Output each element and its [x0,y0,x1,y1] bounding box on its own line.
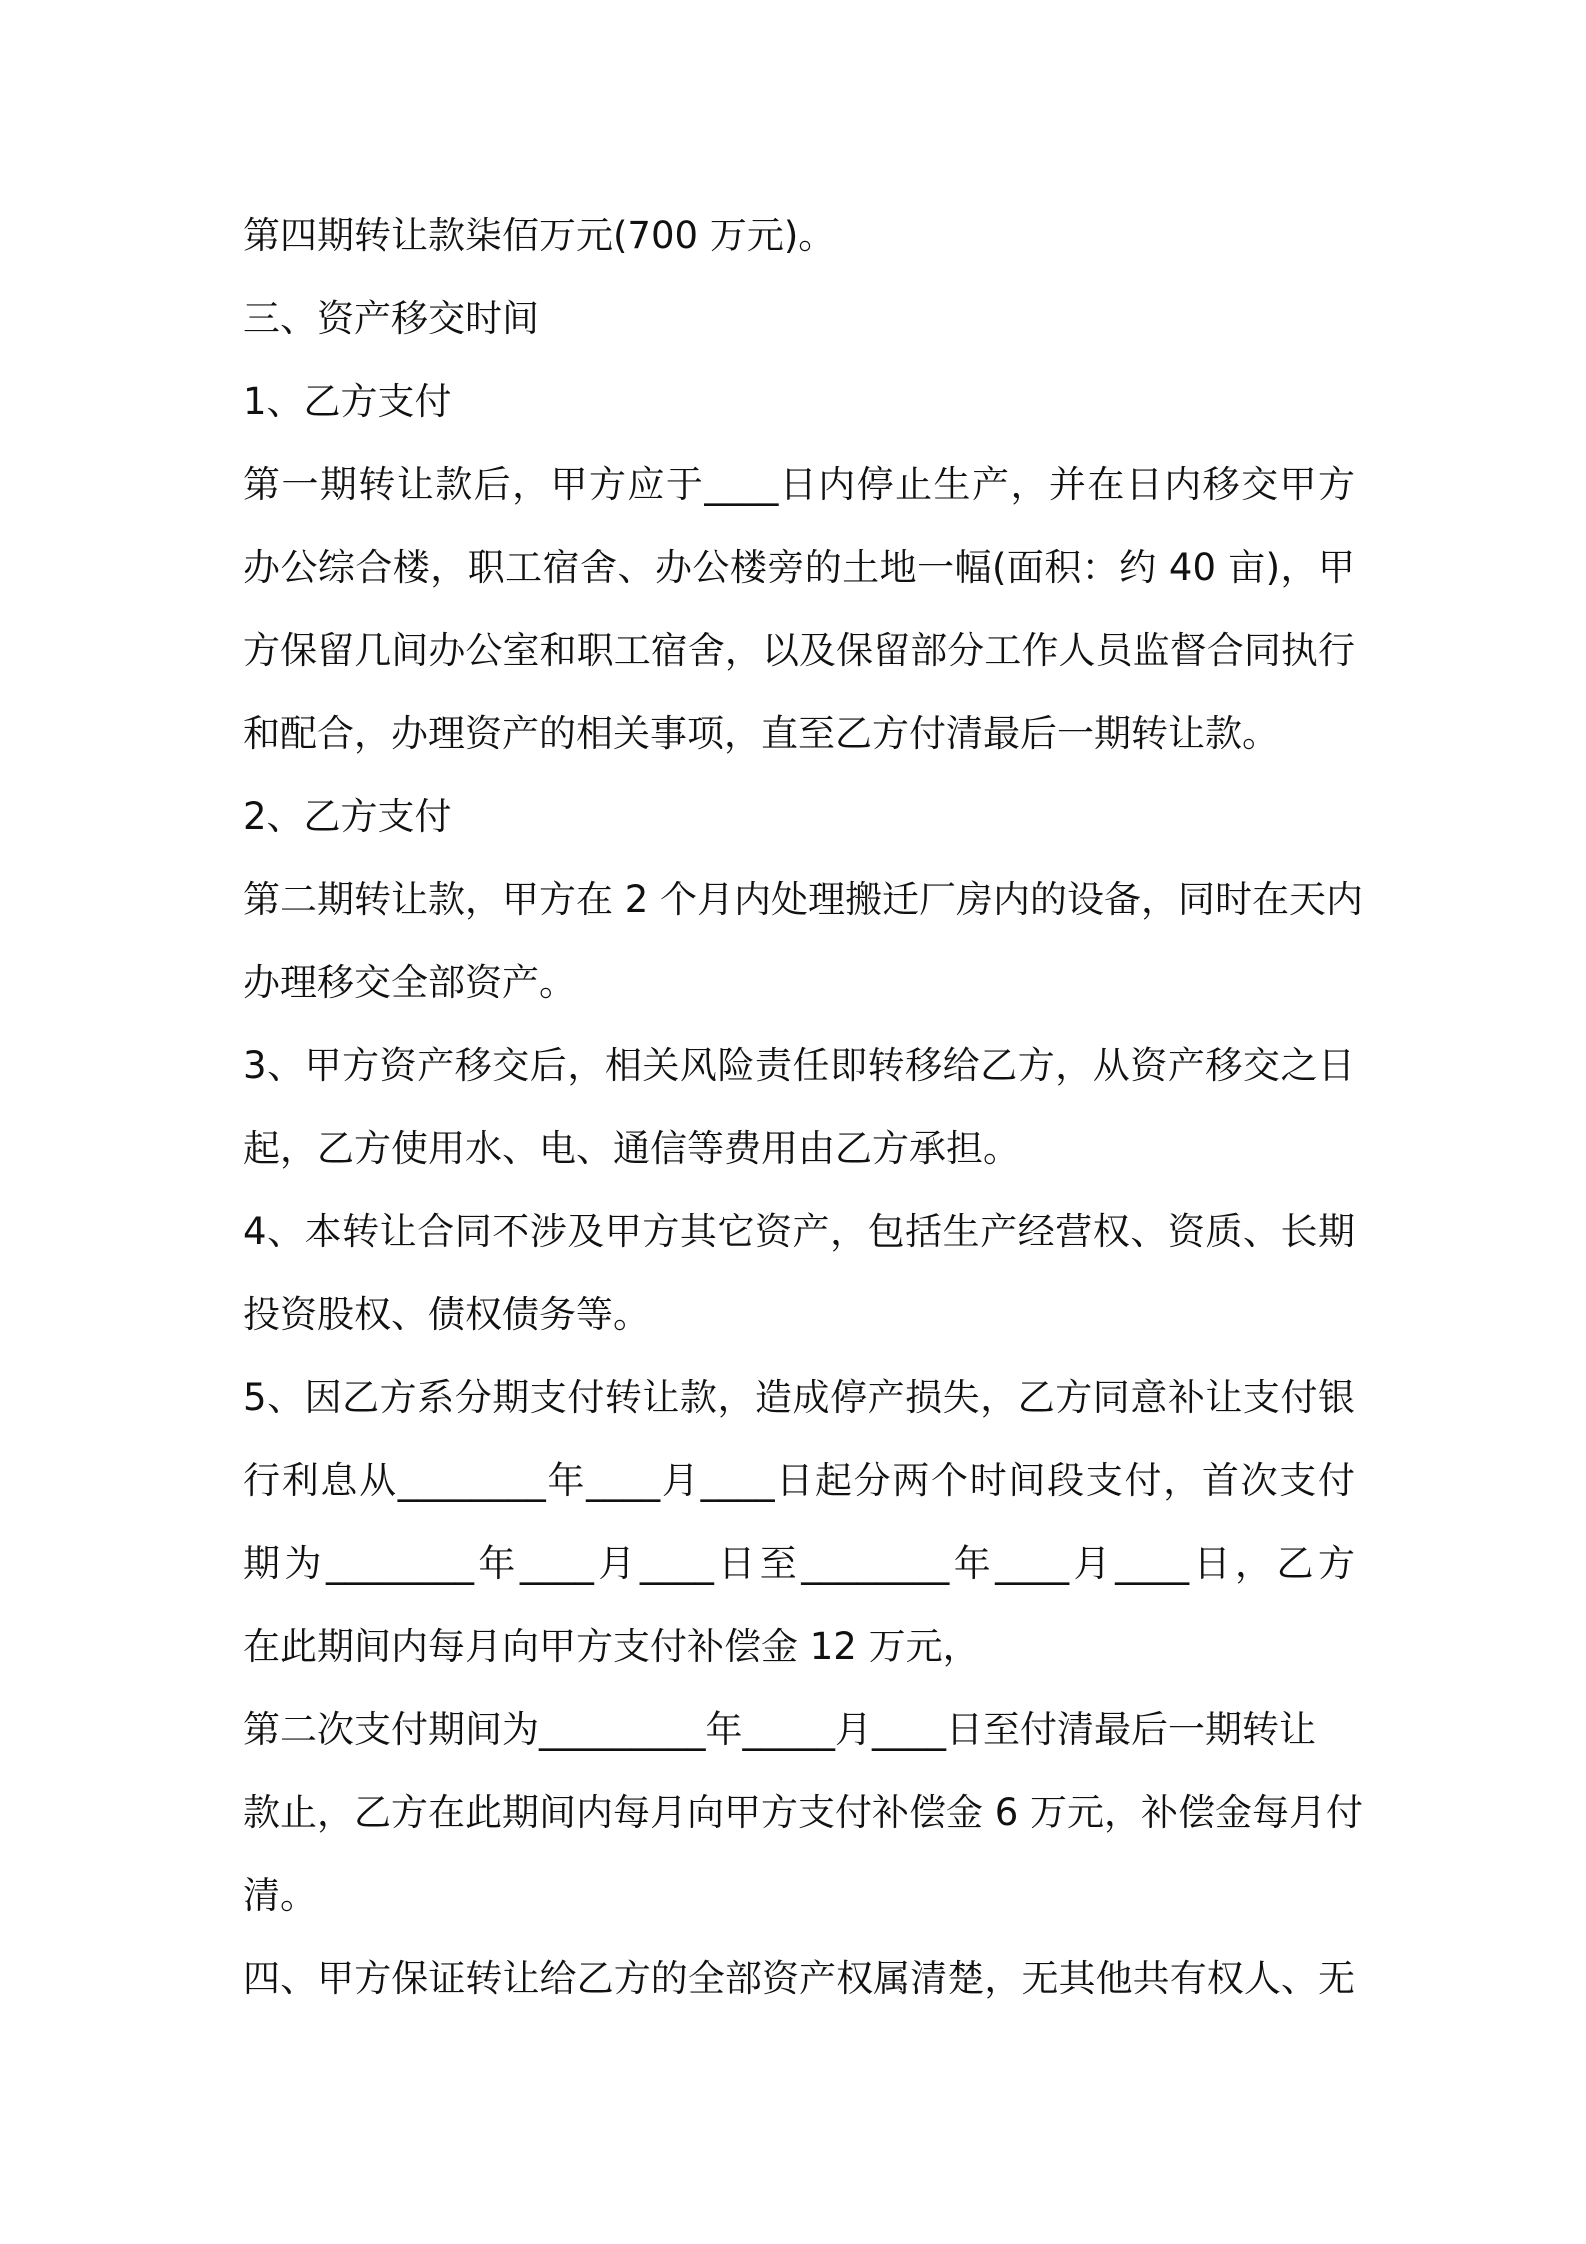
text-line: 清。 [243,1874,317,1917]
text-line: 第二期转让款，甲方在 2 个月内处理搬迁厂房内的设备，同时在天内 [243,878,1364,921]
text-line: 4、本转让合同不涉及甲方其它资产，包括生产经营权、资质、长期 [243,1210,1355,1253]
text-line: 第四期转让款柒佰万元(700 万元)。 [243,214,836,257]
section-heading: 三、资产移交时间 [243,297,539,340]
text-line: 方保留几间办公室和职工宿舍，以及保留部分工作人员监督合同执行 [243,629,1355,672]
subsection-heading: 1、乙方支付 [243,380,452,423]
text-line: 起，乙方使用水、电、通信等费用由乙方承担。 [243,1127,1020,1170]
text-line: 和配合，办理资产的相关事项，直至乙方付清最后一期转让款。 [243,712,1279,755]
text-line: 办理移交全部资产。 [243,961,576,1004]
text-line: 第二次支付期间为_________年_____月____日至付清最后一期转让 [243,1708,1316,1751]
text-line: 投资股权、债权债务等。 [243,1293,650,1336]
section-heading: 四、甲方保证转让给乙方的全部资产权属清楚，无其他共有权人、无 [243,1957,1355,2000]
text-line: 办公综合楼，职工宿舍、办公楼旁的土地一幅(面积：约 40 亩)，甲 [243,546,1355,589]
text-line: 第一期转让款后，甲方应于____日内停止生产，并在日内移交甲方 [243,463,1355,506]
document-body [243,194,1364,2020]
text-line: 在此期间内每月向甲方支付补偿金 12 万元， [243,1625,980,1668]
text-line: 3、甲方资产移交后，相关风险责任即转移给乙方，从资产移交之日 [243,1044,1355,1087]
text-line: 款止，乙方在此期间内每月向甲方支付补偿金 6 万元，补偿金每月付 [243,1791,1364,1834]
subsection-heading: 2、乙方支付 [243,795,452,838]
text-line: 行利息从________年____月____日起分两个时间段支付，首次支付 [243,1459,1355,1502]
text-line: 期为________年____月____日至________年____月____日，乙方 [243,1542,1355,1585]
text-line: 5、因乙方系分期支付转让款，造成停产损失，乙方同意补让支付银 [243,1376,1355,1419]
